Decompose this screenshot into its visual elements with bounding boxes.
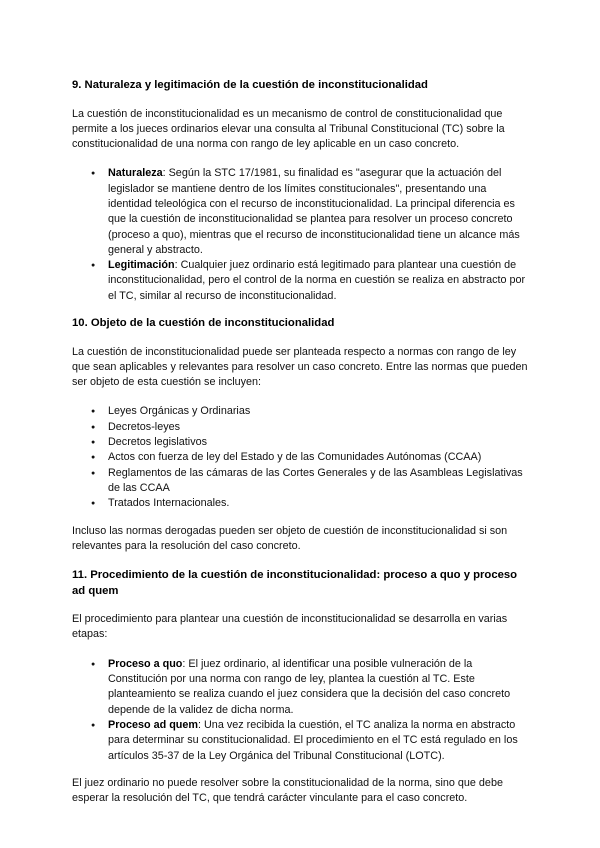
section-11-heading: 11. Procedimiento de la cuestión de inconstitucionalidad: proceso a quo y proceso ad quem (72, 569, 518, 597)
section-9-intro: La cuestión de inconstitucionalidad es un mecanismo de control de constitucionalidad que permite a los jueces ordinarios elevar una consulta al Tribunal Constitucional (TC) sobre la constitucionalidad de una norma con rango de ley aplicable en un caso concreto. (72, 107, 505, 151)
list-item: ● Reglamentos de las cámaras de las Cortes Generales y de las Asambleas Legislativas de las CCAA (108, 466, 528, 497)
list-item-term: Naturaleza (108, 167, 163, 180)
list-item-term: Proceso ad quem (108, 718, 199, 731)
section-10-outro: Incluso las normas derogadas pueden ser objeto de cuestión de inconstitucionalidad si son relevantes para la resolución del caso concreto. (72, 524, 508, 552)
list-item-text: : Cualquier juez ordinario está legitimado para plantear una cuestión de inconstitucionalidad, pero el control de la norma en cuestión se realiza en abstracto por el TC, similar al recurso de inconstitucionalidad. (108, 259, 526, 302)
list-item (108, 718, 528, 764)
section-11-list (72, 657, 528, 764)
list-item: ● Leyes Orgánicas y Ordinarias (108, 404, 528, 419)
list-item: ● Actos con fuerza de ley del Estado y de las Comunidades Autónomas (CCAA) (108, 450, 528, 465)
document-page (72, 78, 528, 806)
section-10-intro: La cuestión de inconstitucionalidad puede ser planteada respecto a normas con rango de ley que sean aplicables y relevantes para resolver un caso concreto. Entre las normas que pueden ser objeto de esta cuestión se incluyen: (72, 345, 528, 389)
section-9-list (72, 166, 528, 304)
section-9-heading: 9. Naturaleza y legitimación de la cuestión de inconstitucionalidad (72, 79, 428, 91)
section-10-heading: 10. Objeto de la cuestión de inconstitucionalidad (72, 317, 335, 330)
list-item-term: Proceso a quo (108, 657, 183, 670)
section-11-intro: El procedimiento para plantear una cuestión de inconstitucionalidad se desarrolla en varias etapas: (72, 613, 508, 641)
list-item (108, 258, 528, 304)
list-item: ● Decretos-leyes (108, 420, 528, 435)
list-item-text: : Una vez recibida la cuestión, el TC analiza la norma en abstracto para determinar su constitucionalidad. El procedimiento en el TC está regulado en los artículos 35-37 de la Ley Orgánica del Tribunal Constitucional (LOTC). (108, 718, 518, 762)
list-item-text: : Según la STC 17/1981, su finalidad es "asegurar que la actuación del legislador se mantiene dentro de los límites constitucionales", presentando una identidad teleológica con el recurso de inconstitucionalidad. La principal diferencia es que la cuestión de inconstitucionalidad se plantea para resolver un proceso concreto (proceso a quo), mientras que el recurso de inconstitucionalidad tiene un alcance más general y abstracto. (108, 167, 520, 256)
list-item (108, 657, 528, 718)
list-item-term: Legitimación (108, 259, 175, 272)
list-item (108, 166, 528, 258)
section-10-list (72, 404, 528, 511)
list-item: ● Decretos legislativos (108, 435, 528, 450)
section-11-outro: El juez ordinario no puede resolver sobre la constitucionalidad de la norma, sino que debe esperar la resolución del TC, que tendrá carácter vinculante para el caso concreto. (72, 776, 503, 805)
list-item-text: : El juez ordinario, al identificar una posible vulneración de la Constitución por una norma con rango de ley, plantea la cuestión al TC. Este planteamiento se realiza cuando el juez considera que la decisión del caso concreto depende de la validez de dicha norma. (108, 657, 511, 716)
list-item: ● Tratados Internacionales. (108, 496, 528, 511)
